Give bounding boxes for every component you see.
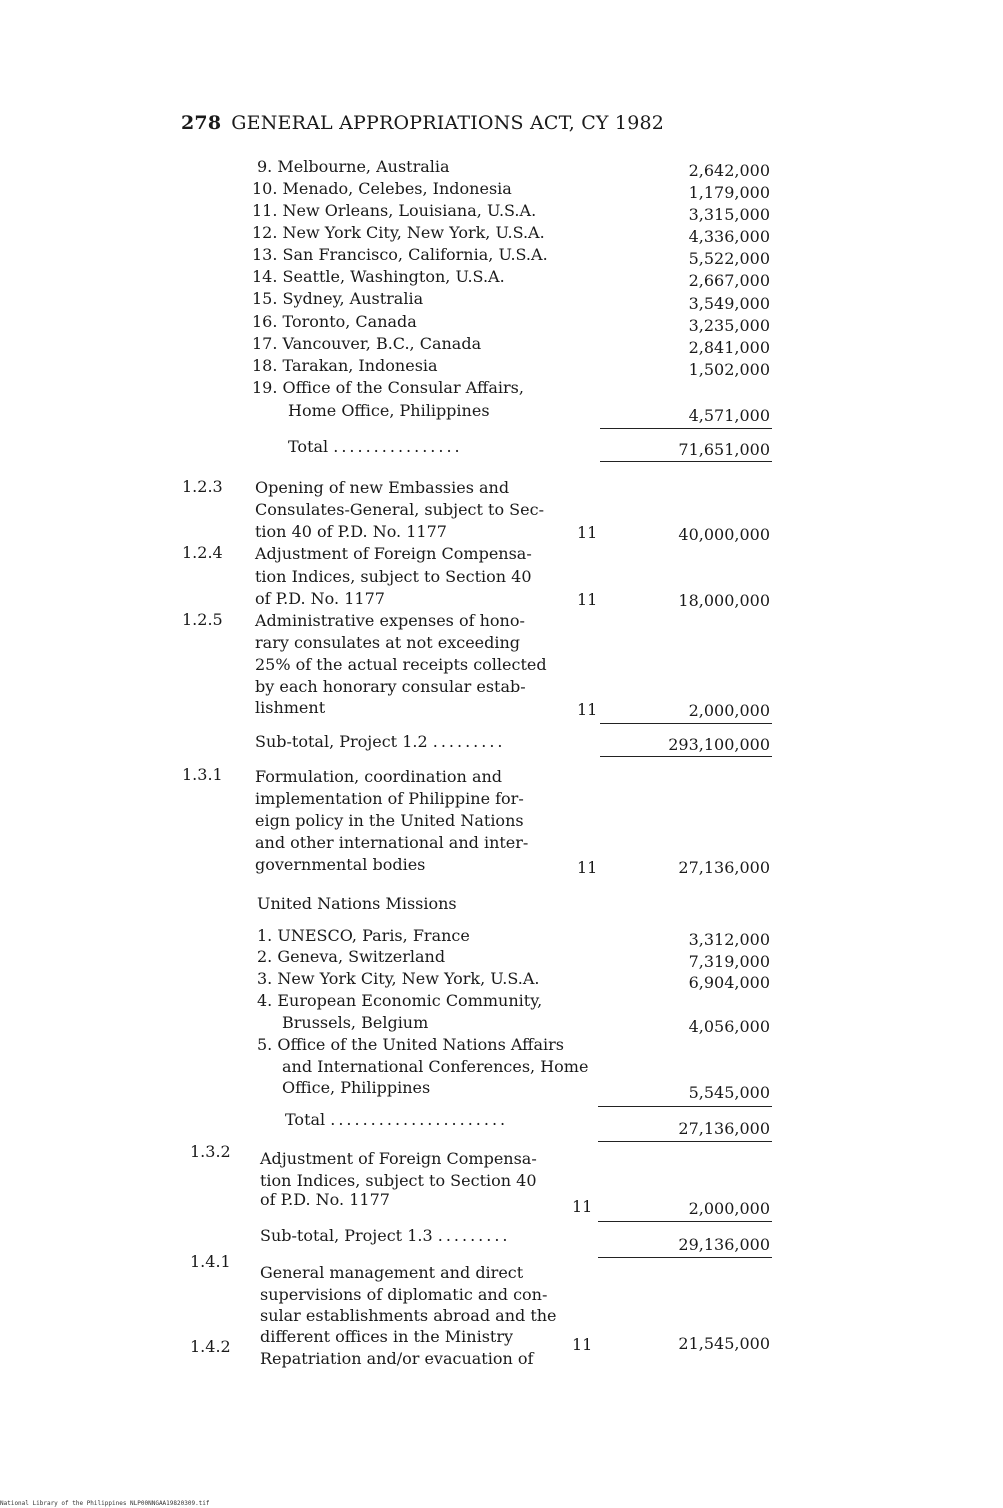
item-desc: rary consulates at not exceeding: [255, 633, 521, 652]
fund-source: 11: [577, 700, 598, 719]
item-desc: sular establishments abroad and the: [260, 1306, 557, 1325]
item-desc: governmental bodies: [255, 855, 426, 874]
item-desc: General management and direct: [260, 1263, 524, 1282]
item-desc: Repatriation and/or evacuation of: [260, 1349, 534, 1368]
amount: 3,549,000: [688, 294, 770, 313]
list-item: 4. European Economic Community,: [257, 991, 543, 1010]
list-item: 13. San Francisco, California, U.S.A.: [252, 245, 548, 264]
subtotal-label: Sub-total, Project 1.2 .........: [255, 732, 506, 751]
amount: 2,667,000: [688, 271, 770, 290]
list-item: 5. Office of the United Nations Affairs: [257, 1035, 565, 1054]
amount: 7,319,000: [688, 952, 770, 971]
amount: 3,235,000: [688, 316, 770, 335]
list-item: 15. Sydney, Australia: [252, 289, 424, 308]
list-item: 3. New York City, New York, U.S.A.: [257, 969, 540, 988]
list-item: 2. Geneva, Switzerland: [257, 947, 446, 966]
divider: [598, 1257, 772, 1258]
amount: 27,136,000: [678, 858, 770, 877]
page-header: [181, 112, 664, 134]
total-label: Total ......................: [285, 1110, 509, 1129]
amount: 18,000,000: [678, 591, 770, 610]
list-item: 10. Menado, Celebes, Indonesia: [252, 179, 512, 198]
item-desc: lishment: [255, 698, 326, 717]
amount: 2,000,000: [688, 1199, 770, 1218]
list-item: 19. Office of the Consular Affairs,: [252, 378, 524, 397]
item-desc: Opening of new Embassies and: [255, 478, 510, 497]
list-item: 12. New York City, New York, U.S.A.: [252, 223, 545, 242]
amount: 4,056,000: [688, 1017, 770, 1036]
amount: 4,571,000: [688, 406, 770, 425]
item-desc: Administrative expenses of hono-: [255, 611, 525, 630]
amount: 1,502,000: [688, 360, 770, 379]
list-item-cont: Brussels, Belgium: [282, 1013, 429, 1032]
amount: 6,904,000: [688, 973, 770, 992]
item-desc: Formulation, coordination and: [255, 767, 503, 786]
list-item: 11. New Orleans, Louisiana, U.S.A.: [252, 201, 537, 220]
subtotal-amount: 293,100,000: [668, 735, 770, 754]
fund-source: 11: [577, 858, 598, 877]
item-code: 1.3.2: [190, 1142, 231, 1161]
amount: 3,315,000: [688, 205, 770, 224]
subtotal-label: Sub-total, Project 1.3 .........: [260, 1226, 511, 1245]
item-desc: tion Indices, subject to Section 40: [260, 1171, 537, 1190]
amount: 5,545,000: [688, 1083, 770, 1102]
item-desc: Adjustment of Foreign Compensa-: [255, 544, 532, 563]
list-item: 1. UNESCO, Paris, France: [257, 926, 470, 945]
divider: [598, 1221, 772, 1222]
amount: 4,336,000: [688, 227, 770, 246]
fund-source: 11: [572, 1335, 593, 1354]
item-code: 1.2.3: [182, 477, 223, 496]
amount: 1,179,000: [688, 183, 770, 202]
divider: [600, 461, 772, 462]
amount: 40,000,000: [678, 525, 770, 544]
divider: [598, 1106, 772, 1107]
divider: [598, 1141, 772, 1142]
list-item-cont: Office, Philippines: [282, 1078, 431, 1097]
amount: 5,522,000: [688, 249, 770, 268]
item-desc: 25% of the actual receipts collected: [255, 655, 547, 674]
item-desc: tion Indices, subject to Section 40: [255, 567, 532, 586]
item-desc: Adjustment of Foreign Compensa-: [260, 1149, 537, 1168]
total-label: Total ................: [288, 437, 463, 456]
divider: [600, 428, 772, 429]
item-desc: of P.D. No. 1177: [260, 1190, 390, 1209]
list-item: 9. Melbourne, Australia: [257, 157, 450, 176]
fund-source: 11: [577, 523, 598, 542]
list-item-cont: Home Office, Philippines: [288, 401, 490, 420]
item-desc: Consulates-General, subject to Sec-: [255, 500, 544, 519]
section-heading: United Nations Missions: [257, 894, 457, 913]
item-desc: different offices in the Ministry: [260, 1327, 514, 1346]
total-amount: 27,136,000: [678, 1119, 770, 1138]
item-code: 1.4.1: [190, 1252, 231, 1271]
scan-footer: National Library of the Philippines NLP00NNGAA19820309.tif: [0, 1500, 210, 1507]
amount: 2,000,000: [688, 701, 770, 720]
total-amount: 71,651,000: [678, 440, 770, 459]
item-desc: eign policy in the United Nations: [255, 811, 524, 830]
item-desc: implementation of Philippine for-: [255, 789, 524, 808]
list-item: 18. Tarakan, Indonesia: [252, 356, 438, 375]
item-code: 1.2.4: [182, 543, 223, 562]
amount: 3,312,000: [688, 930, 770, 949]
list-item: 17. Vancouver, B.C., Canada: [252, 334, 482, 353]
item-desc: by each honorary consular estab-: [255, 677, 526, 696]
fund-source: 11: [577, 590, 598, 609]
page-number: 278: [181, 112, 222, 134]
list-item: 14. Seattle, Washington, U.S.A.: [252, 267, 505, 286]
list-item: 16. Toronto, Canada: [252, 312, 417, 331]
list-item-cont: and International Conferences, Home: [282, 1057, 589, 1076]
item-desc: of P.D. No. 1177: [255, 589, 385, 608]
item-desc: tion 40 of P.D. No. 1177: [255, 522, 447, 541]
page-title: GENERAL APPROPRIATIONS ACT, CY 1982: [231, 112, 665, 134]
divider: [600, 756, 772, 757]
amount: 21,545,000: [678, 1334, 770, 1353]
item-code: 1.4.2: [190, 1337, 231, 1356]
item-code: 1.3.1: [182, 765, 223, 784]
subtotal-amount: 29,136,000: [678, 1235, 770, 1254]
fund-source: 11: [572, 1197, 593, 1216]
item-desc: supervisions of diplomatic and con-: [260, 1285, 548, 1304]
item-desc: and other international and inter-: [255, 833, 529, 852]
amount: 2,841,000: [688, 338, 770, 357]
divider: [600, 723, 772, 724]
item-code: 1.2.5: [182, 610, 223, 629]
amount: 2,642,000: [688, 161, 770, 180]
